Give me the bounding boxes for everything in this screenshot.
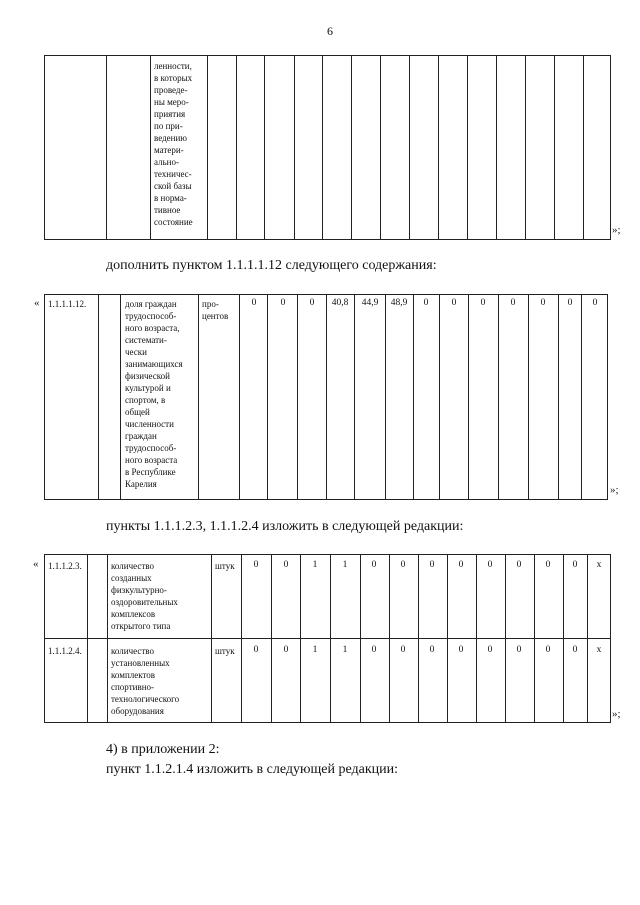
- page-number: 6: [327, 24, 333, 38]
- paragraph-appendix-2: 4) в приложении 2:: [106, 742, 220, 757]
- table3-row2-value: х: [596, 645, 602, 655]
- table3-row2-value: 0: [516, 645, 522, 655]
- table1-closing-mark: »;: [612, 224, 621, 236]
- table2-value: 0: [567, 298, 573, 308]
- table3-row1-value: 0: [458, 560, 464, 570]
- table2-value: 0: [451, 298, 457, 308]
- paragraph-restate-items: пункты 1.1.1.2.3, 1.1.1.2.4 изложить в следующей редакции:: [106, 519, 464, 534]
- table3-row2-value: 0: [572, 645, 578, 655]
- table2-closing-mark: »;: [610, 484, 619, 496]
- table2-code: 1.1.1.1.12.: [48, 299, 87, 309]
- table2-open-mark: «: [34, 297, 40, 309]
- table2-value: 0: [309, 298, 315, 308]
- table3-row2-value: 0: [545, 645, 551, 655]
- table3-row1-value: 0: [371, 560, 377, 570]
- table3-row1-value: 1: [342, 560, 348, 570]
- table2-value: 0: [423, 298, 429, 308]
- table3-row1-value: 0: [253, 560, 259, 570]
- table3-row1-value: 0: [572, 560, 578, 570]
- table3-row1-value: 1: [312, 560, 318, 570]
- table3-closing-mark: »;: [612, 708, 621, 720]
- table3-row1-description: количество созданных физкультурно- оздоровительных комплексов открытого типа: [111, 561, 178, 631]
- table3-row2-value: 0: [458, 645, 464, 655]
- table3-row2-value: 0: [371, 645, 377, 655]
- table3-row2-value: 1: [312, 645, 318, 655]
- table3-row2-value: 0: [487, 645, 493, 655]
- table3-row1-code: 1.1.1.2.3.: [48, 561, 82, 571]
- table3-row1-value: 0: [429, 560, 435, 570]
- paragraph-add-item: дополнить пунктом 1.1.1.1.12 следующего содержания:: [106, 258, 437, 273]
- table3-open-mark: «: [33, 558, 39, 570]
- paragraph-restate-item: пункт 1.1.2.1.4 изложить в следующей редакции:: [106, 762, 398, 777]
- table2-value: 48,9: [390, 298, 408, 308]
- table3-row2-value: 1: [342, 645, 348, 655]
- table2-value: 0: [540, 298, 546, 308]
- table3-row2-value: 0: [400, 645, 406, 655]
- table2-value: 40,8: [331, 298, 349, 308]
- table3-row2-value: 0: [253, 645, 259, 655]
- table2-value: 44,9: [361, 298, 379, 308]
- table3-row1-value: 0: [487, 560, 493, 570]
- table3-row2-unit: штук: [215, 646, 235, 656]
- table3-row2-value: 0: [429, 645, 435, 655]
- table3-row2-description: количество установленных комплектов спортивно- технологического оборудования: [111, 646, 180, 716]
- table2-value: 0: [251, 298, 257, 308]
- table3-row1-value: 0: [545, 560, 551, 570]
- table3-row1-value: х: [596, 560, 602, 570]
- table3-row1-value: 0: [400, 560, 406, 570]
- table2-unit: про- центов: [202, 299, 229, 321]
- table2-value: 0: [280, 298, 286, 308]
- table2-value: 0: [592, 298, 598, 308]
- table3-row1-unit: штук: [215, 561, 235, 571]
- table3-row1-value: 0: [516, 560, 522, 570]
- table1-description: ленности, в которых проведе- ны меро- приятия по при- ведению матери- ально- техничес- ской базы в норма- тивное состояние: [154, 61, 193, 227]
- table2-value: 0: [480, 298, 486, 308]
- table3-row1-value: 0: [283, 560, 289, 570]
- table2-value: 0: [510, 298, 516, 308]
- table2-description: доля граждан трудоспособ- ного возраста, системати- чески занимающихся физической культурой и спортом, в общей численности граждан трудоспособ- ного возраста в Республике Карелия: [125, 299, 183, 489]
- table3-row2-value: 0: [283, 645, 289, 655]
- table3-row2-code: 1.1.1.2.4.: [48, 646, 82, 656]
